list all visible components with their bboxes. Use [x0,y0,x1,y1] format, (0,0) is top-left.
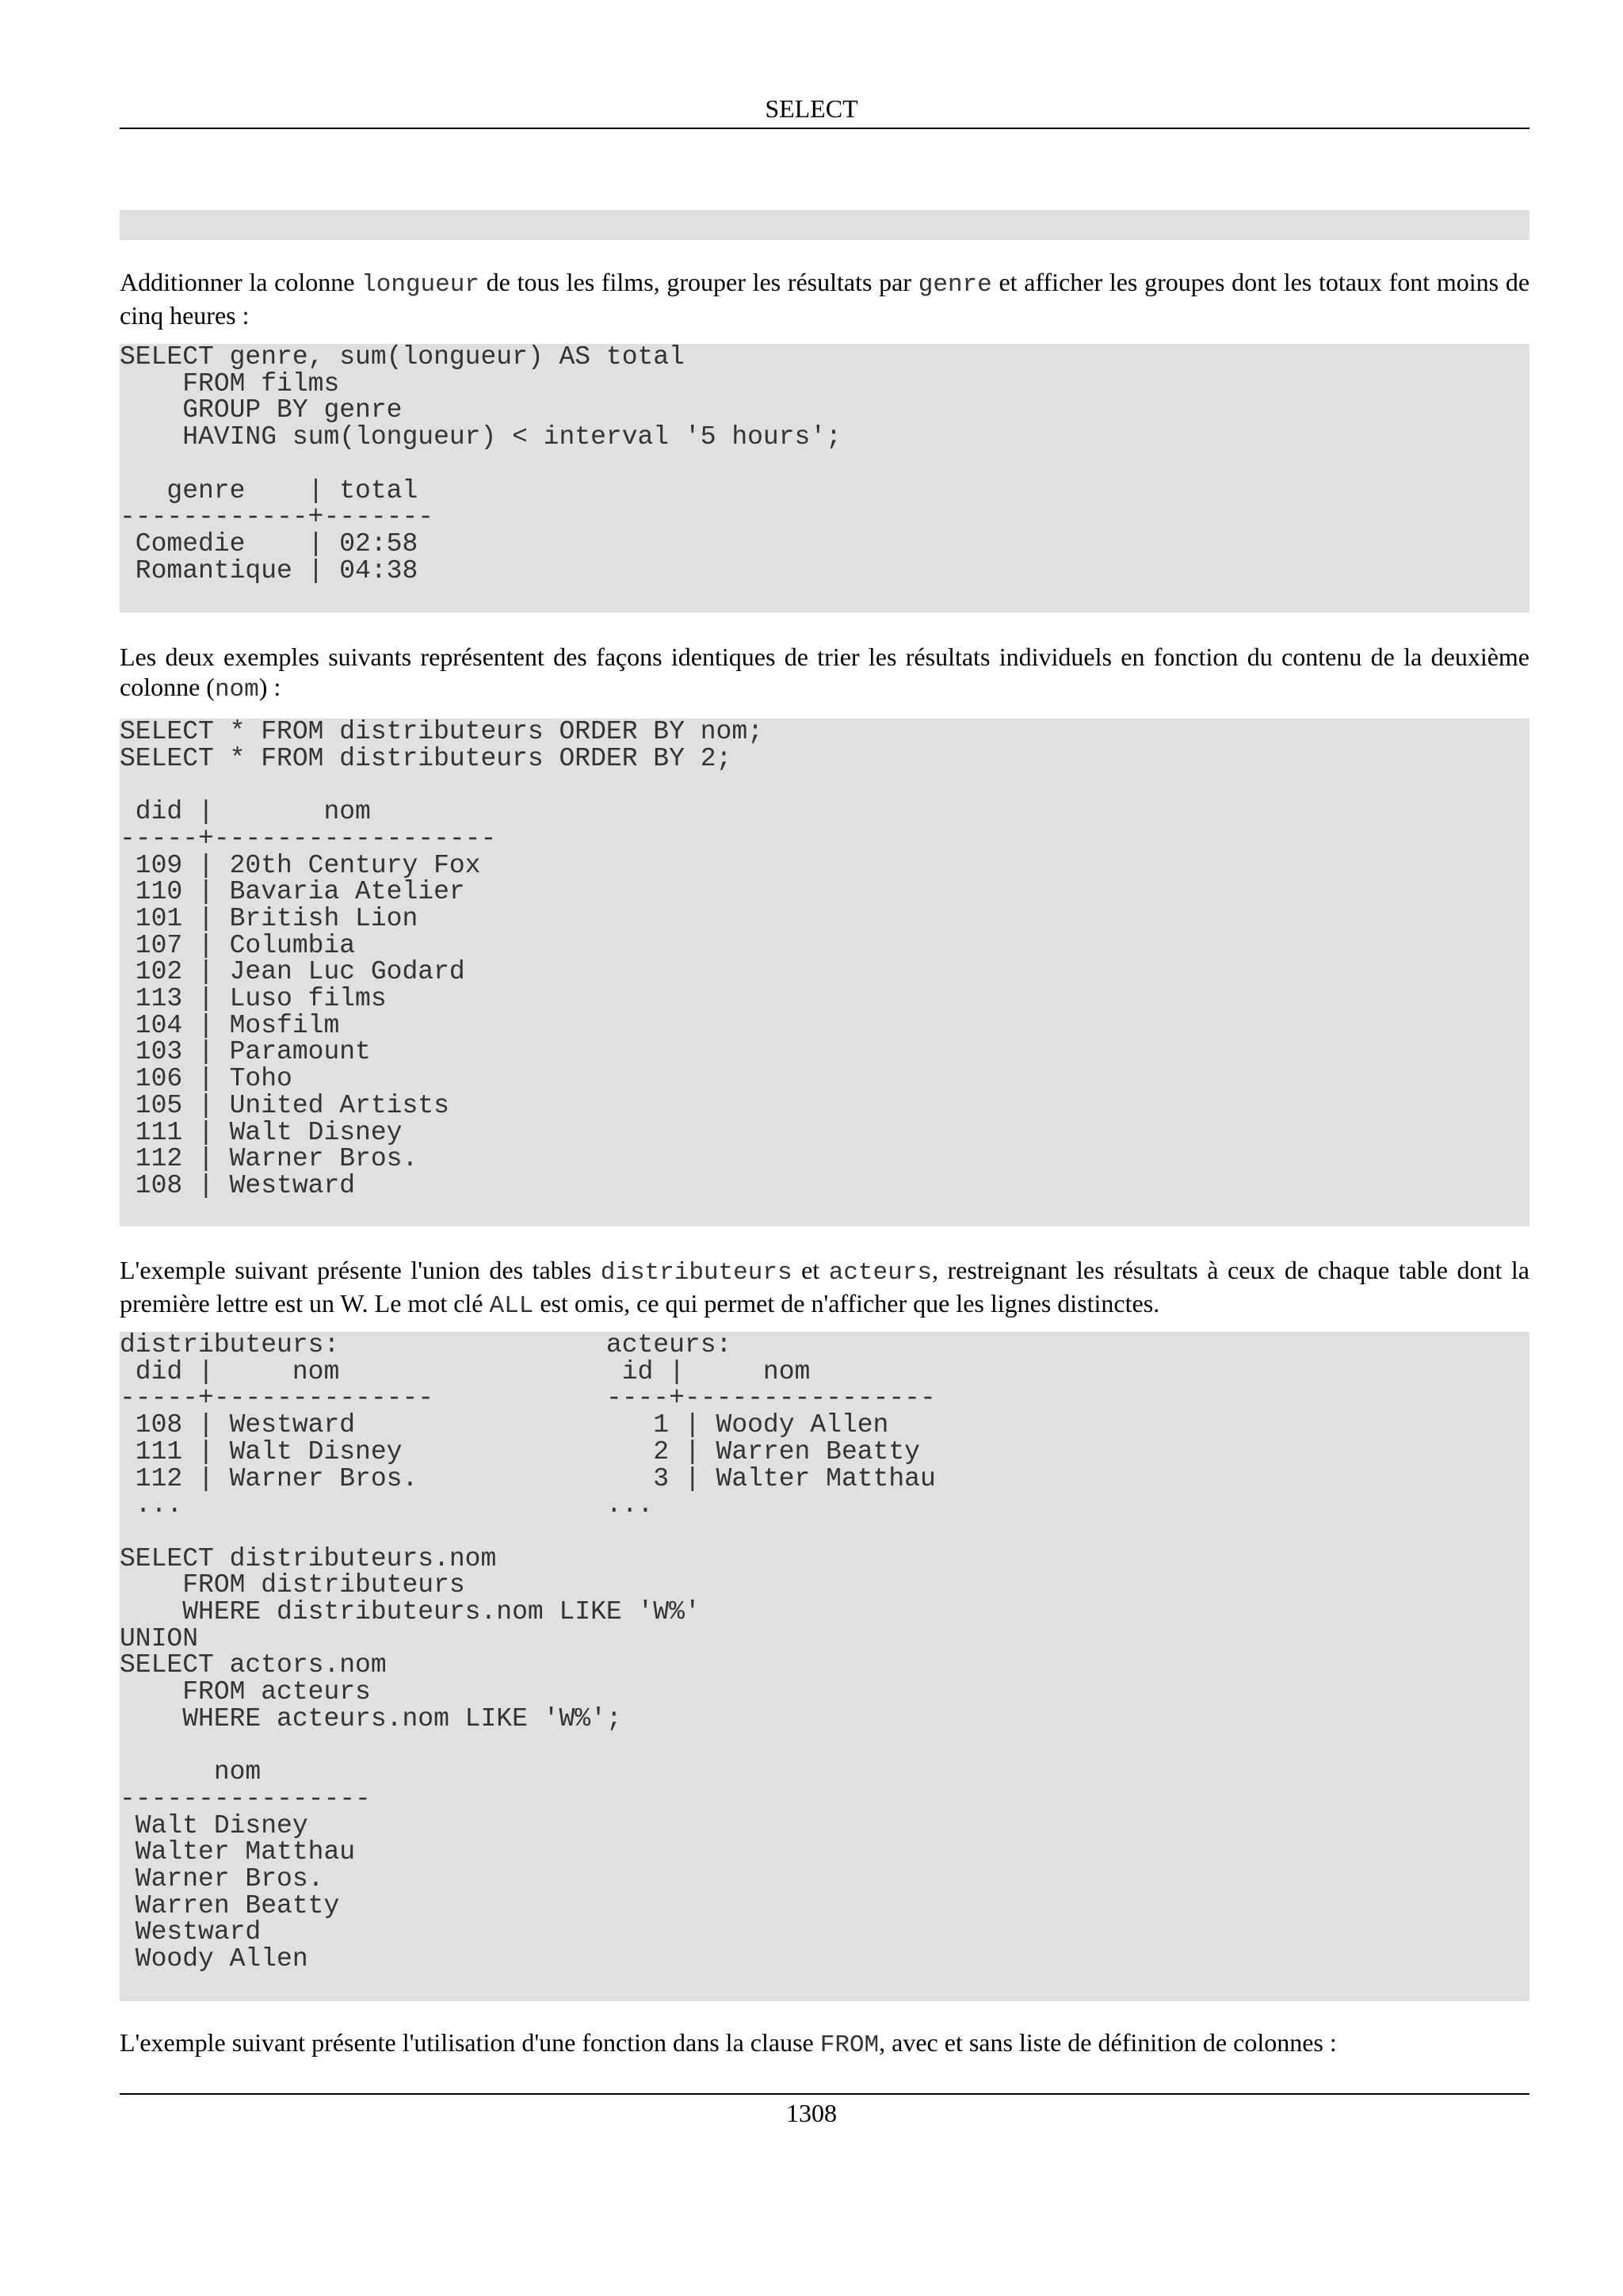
code-block-empty [120,210,1529,240]
paragraph-union [120,1255,1529,1322]
text-span: Additionner la colonne [120,268,362,296]
paragraph-sum-longueur [120,267,1529,330]
text-span: , restreignant les résultats à ceux de chaque table dont la première lettre est un W. Le mot clé [120,1256,1530,1318]
text-span: et [792,1256,829,1284]
inline-code-longueur: longueur [361,271,479,299]
text-span: est omis, ce qui permet de n'afficher que les lignes distinctes. [533,1289,1160,1318]
inline-code-nom: nom [214,676,259,704]
inline-code-acteurs: acteurs [828,1259,932,1287]
text-span: de tous les films, grouper les résultats par [479,268,918,296]
text-span: , avec et sans liste de définition de colonnes : [879,2028,1337,2057]
text-span: L'exemple suivant présente l'utilisation d'une fonction dans la clause [120,2028,820,2057]
footer-rule [120,2093,1529,2095]
text-span: ) : [258,673,281,701]
text-span: et afficher les groupes dont les totaux font moins de cinq heures : [120,268,1530,330]
code-block-genre-query: SELECT genre, sum(longueur) AS total FROM films GROUP BY genre HAVING sum(longueur) < interval '5 hours'; genre | total ------------+------- Comedie | 02:58 Romantique | 04:38 [120,344,1529,612]
page-number: 1308 [786,2099,837,2127]
inline-code-all: ALL [489,1292,534,1320]
inline-code-genre: genre [918,271,992,299]
paragraph-from-function [120,2027,1529,2061]
inline-code-from: FROM [819,2031,880,2059]
running-header: SELECT [765,94,858,123]
code-block-order-query: SELECT * FROM distributeurs ORDER BY nom; SELECT * FROM distributeurs ORDER BY 2; did | nom -----+------------------ 109 | 20th Century Fox 110 | Bavaria Atelier 101 | British Lion 107 | Columbia 102 | Jean Luc Godard 113 | Luso films 104 | Mosfilm 103 | Paramount 106 | Toho 105 | United Artists 111 | Walt Disney 112 | Warner Bros. 108 | Westward [120,719,1529,1226]
inline-code-distributeurs: distributeurs [600,1259,792,1287]
text-span: L'exemple suivant présente l'union des tables [120,1256,601,1284]
code-block-union-query: distributeurs: acteurs: did | nom id | nom -----+-------------- ----+---------------- 108 | Westward 1 | Woody Allen 111 | Walt Disney 2 | Warren Beatty 112 | Warner Bros. 3 | Walter Matthau ... ... SELECT distributeurs.nom FROM distributeurs WHERE distributeurs.nom LIKE 'W%' UNION SELECT actors.nom FROM acteurs WHERE acteurs.nom LIKE 'W%'; nom ---------------- Walt Disney Walter Matthau Warner Bros. Warren Beatty Westward Woody Allen [120,1332,1529,2001]
text-span: Les deux exemples suivants représentent des façons identiques de trier les résultats individuels en fonction du contenu de la deuxième colonne ( [120,643,1529,701]
paragraph-order-by [120,642,1529,705]
header-rule [120,128,1529,129]
